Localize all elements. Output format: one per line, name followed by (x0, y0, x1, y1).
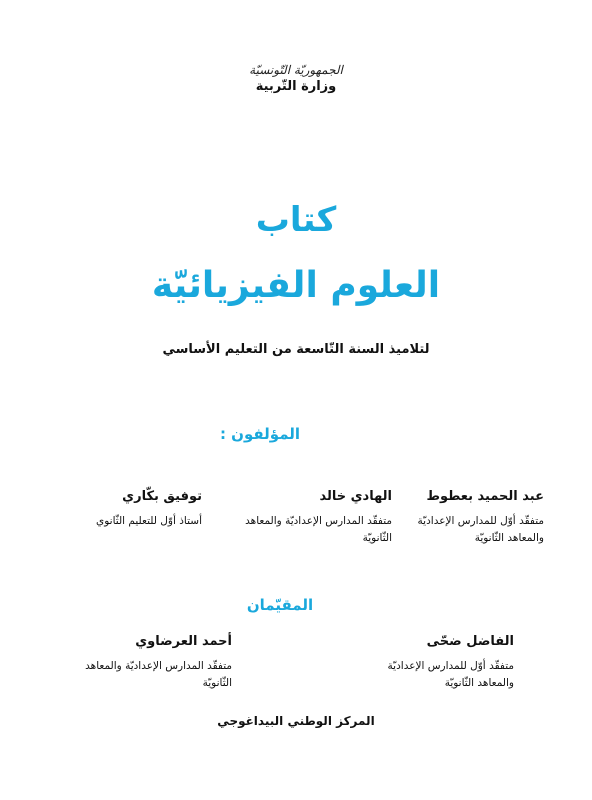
publisher-name: المركز الوطني البيداغوجي (217, 714, 375, 728)
authors-heading: المؤلفون : (219, 425, 301, 443)
book-title: العلوم الفيزيائيّة (151, 265, 441, 306)
author-role: متفقّد أوّل للمدارس الإعداديّة والمعاهد الثّانويّة (417, 515, 544, 544)
ministry-name: وزارة التّربية (255, 79, 337, 94)
reviewer-entry (82, 632, 232, 692)
reviewer-name: الفاضل ضحّى (426, 634, 514, 649)
reviewer-role: متفقّد أوّل للمدارس الإعداديّة والمعاهد الثّانويّة (387, 660, 514, 689)
republic-name: الجمهوريّة التّونسيّة (249, 63, 343, 77)
author-entry (217, 487, 392, 547)
author-name: عبد الحميد بعطوط (426, 489, 544, 504)
book-label: كتاب (255, 200, 337, 240)
book-subtitle: لتلاميذ السنة التّاسعة من التعليم الأساسي (162, 342, 430, 357)
author-role: أستاذ أوّل للتعليم الثّانوي (96, 515, 202, 527)
author-entry (32, 487, 202, 530)
reviewers-heading: المقيّمان (246, 596, 314, 614)
author-name: الهادي خالد (319, 489, 392, 504)
ministry-header (0, 62, 592, 96)
reviewer-role: متفقّد المدارس الإعداديّة والمعاهد الثّانويّة (85, 660, 232, 689)
author-role: متفقّد المدارس الإعداديّة والمعاهد الثّانويّة (245, 515, 392, 544)
reviewer-entry (374, 632, 514, 692)
author-entry (404, 487, 544, 547)
author-name: توفيق بكّاري (122, 489, 202, 504)
reviewer-name: أحمد العرضاوي (135, 634, 232, 649)
